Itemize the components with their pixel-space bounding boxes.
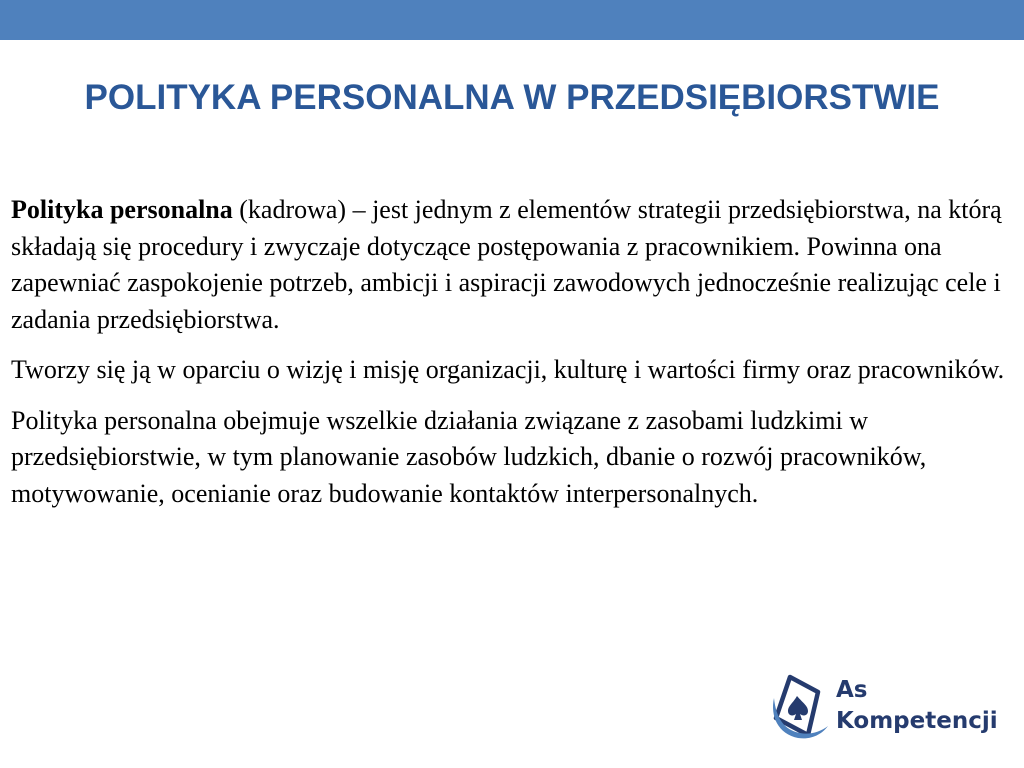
paragraph-scope: Polityka personalna obejmuje wszelkie działania związane z zasobami ludzkimi w przedsiębiorstwie, w tym planowanie zasobów ludzkich, dbanie o rozwój pracowników, motywowanie, ocenianie oraz budowanie kontaktów interpersonalnych. <box>11 405 927 508</box>
spade-card-icon <box>768 672 834 742</box>
logo-text <box>836 675 998 737</box>
definition-text: (kadrowa) – jest jednym z elementów strategii przedsiębiorstwa, na którą składają się procedury i zwyczaje dotyczące postępowania z pracownikiem. Powinna ona zapewniać zaspokojenie potrzeb, ambicji i aspiracji zawodowych jednocześnie realizując cele i zadania przedsiębiorstwa. <box>11 195 1002 334</box>
logo-line-2: Kompetencji <box>836 708 998 734</box>
top-accent-bar <box>0 0 1024 40</box>
logo-line-1: As <box>836 677 868 703</box>
term-bold: Polityka personalna <box>11 195 233 224</box>
slide-body <box>11 192 1016 526</box>
slide-title: POLITYKA PERSONALNA W PRZEDSIĘBIORSTWIE <box>84 78 940 117</box>
paragraph-definition <box>11 192 1016 338</box>
paragraph-basis: Tworzy się ją w oparciu o wizję i misję organizacji, kulturę i wartości firmy oraz pracowników. <box>11 355 1005 384</box>
as-kompetencji-logo <box>768 672 998 742</box>
